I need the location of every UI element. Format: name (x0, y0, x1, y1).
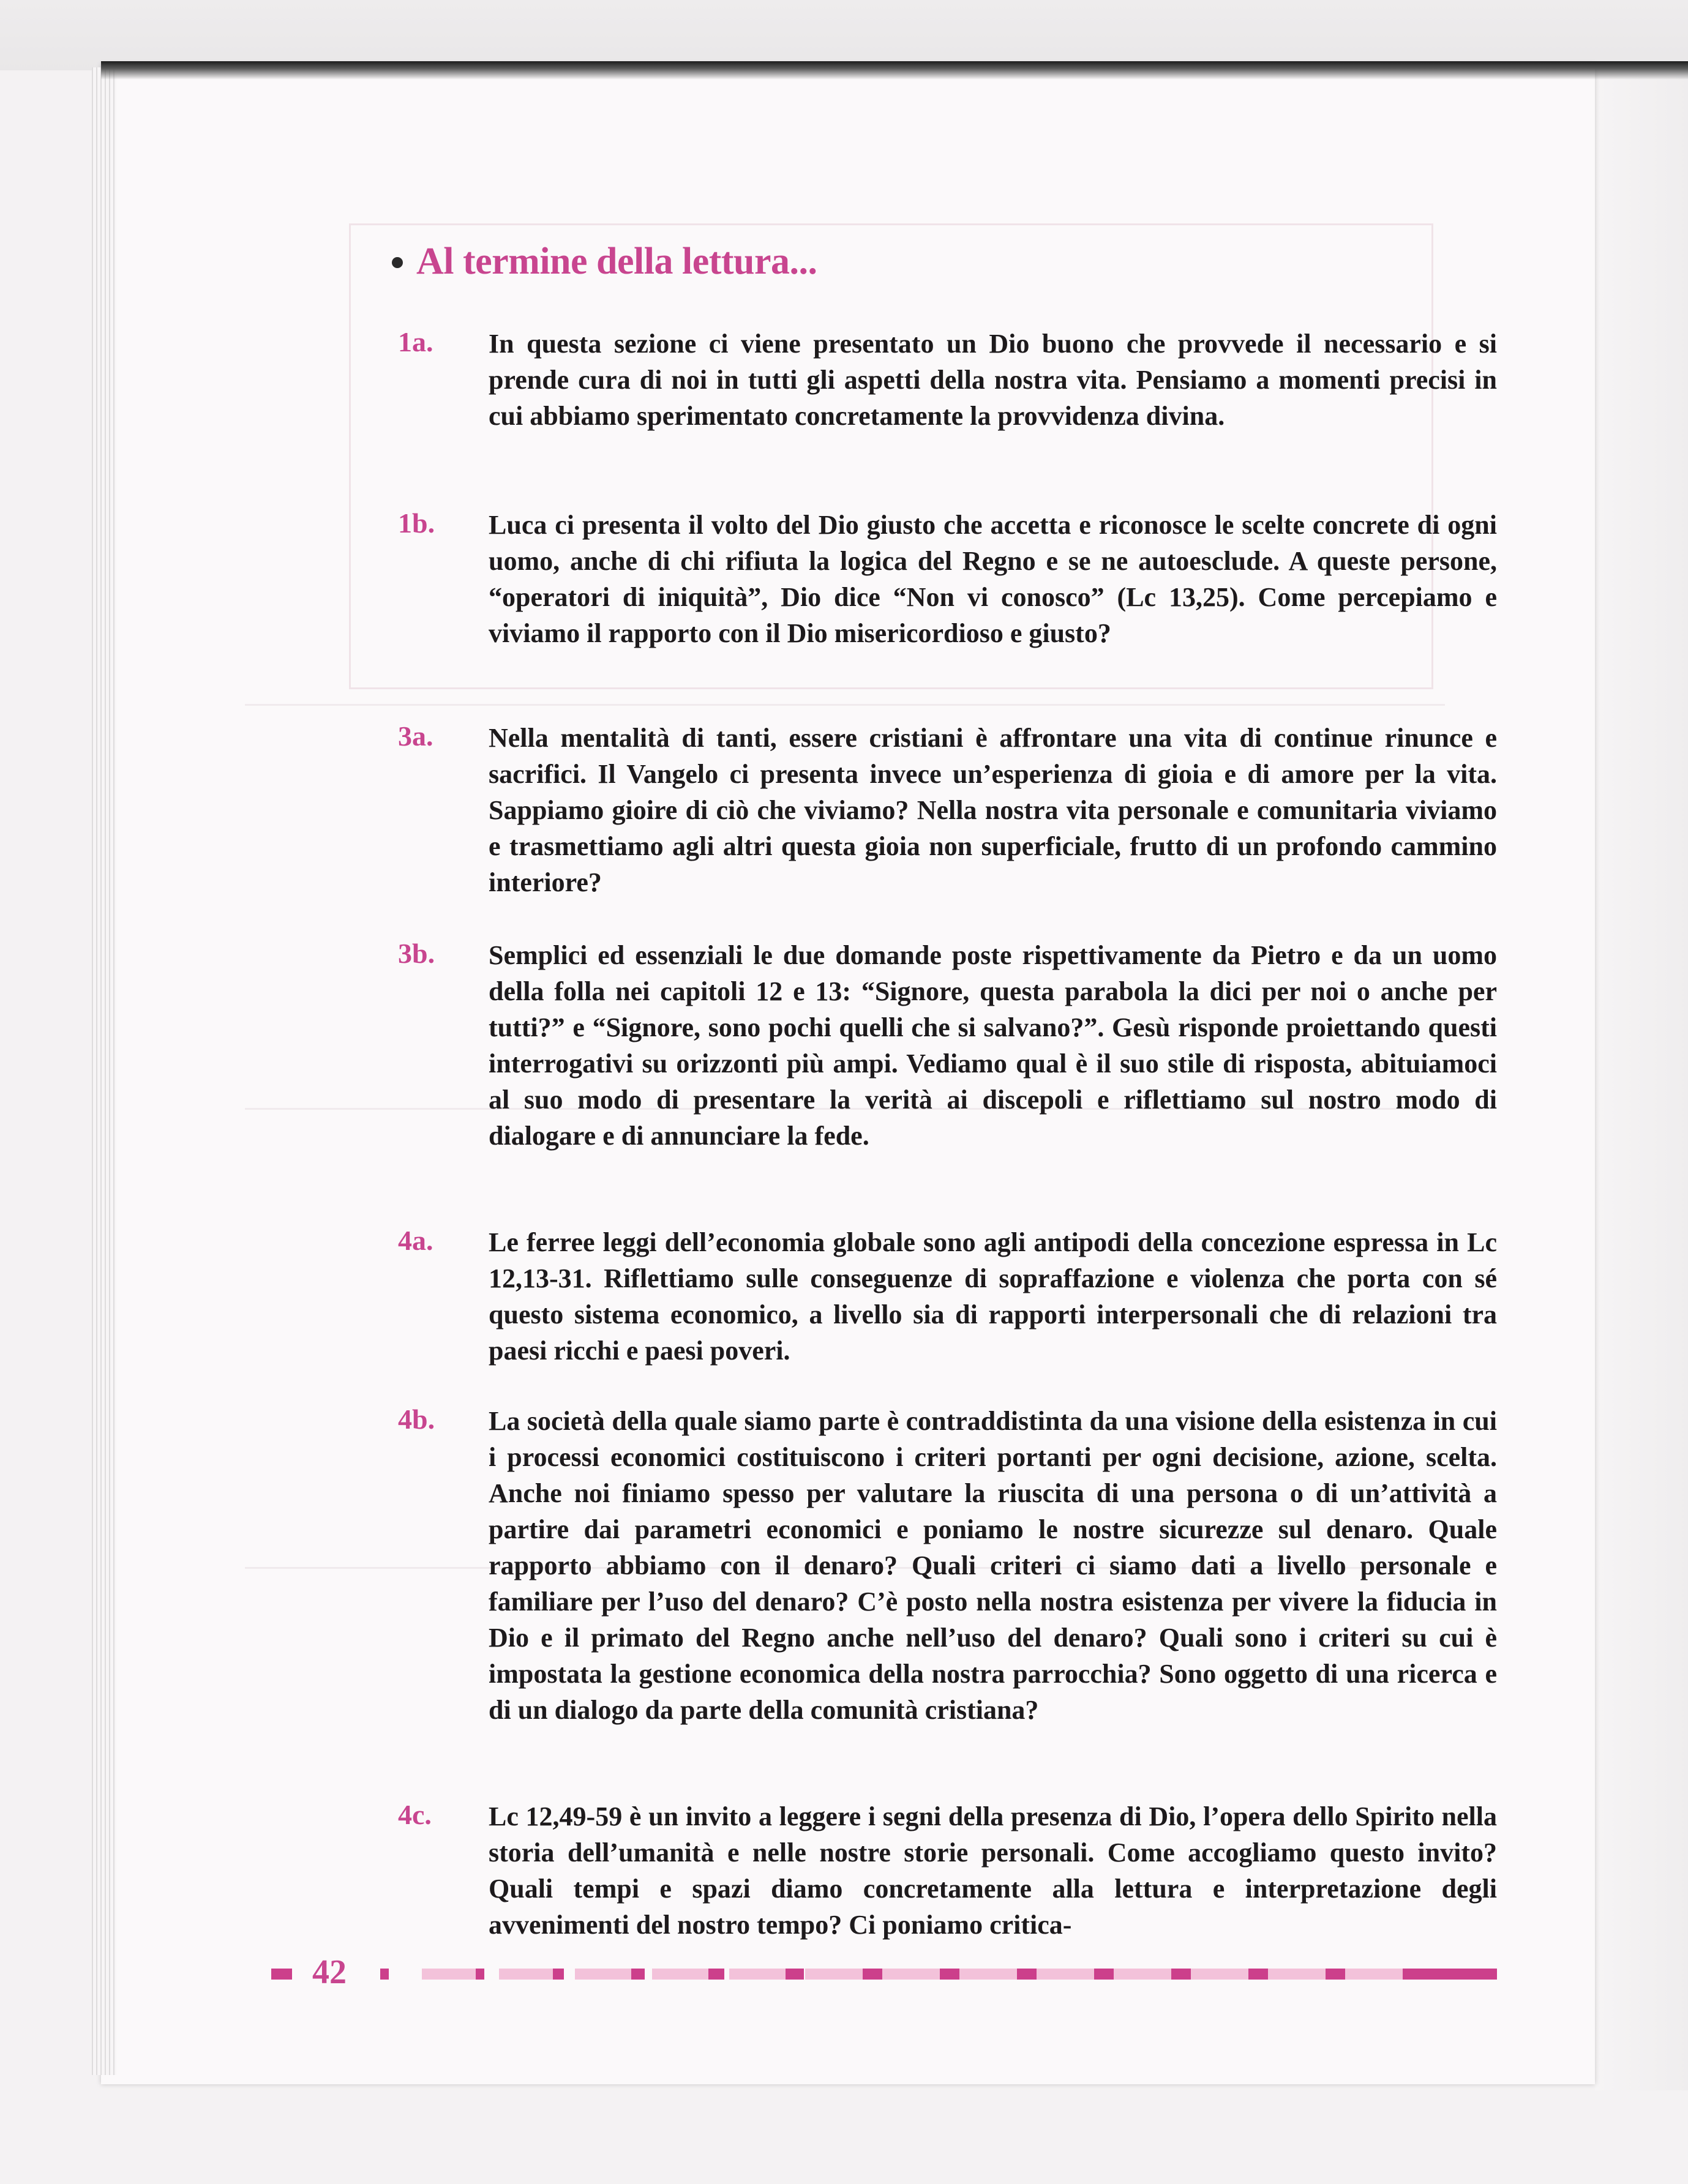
footer-segment (1345, 1969, 1403, 1980)
question-number: 1a. (398, 326, 433, 357)
footer-segment (708, 1969, 724, 1980)
question-number: 4b. (398, 1404, 435, 1435)
footer-segment (1037, 1969, 1094, 1980)
question-text: Semplici ed essenziali le due domande poste rispettivamente da Pietro e da un uomo della folla nei capitoli 12 e 13: “Signore, questa parabola la dici per noi o anche per tutti?” e “Signore, sono pochi quelli che si salvano?”. Gesù risponde proiettando questi interrogativi su orizzonti più ampi. Vediamo qual è il suo stile di risposta, abituiamoci al suo modo di presentare la verità ai discepoli e riflettiamo sul nostro modo di dialogare e di annunciare la fede. (489, 940, 1497, 1151)
footer-segment (805, 1969, 863, 1980)
question-number: 4a. (398, 1225, 433, 1256)
question-number: 3b. (398, 938, 435, 969)
page-stack-edges (92, 67, 116, 2075)
footer-segment (1114, 1969, 1171, 1980)
footer-segment (271, 1969, 292, 1980)
footer-segment (422, 1969, 476, 1980)
question-text: Luca ci presenta il volto del Dio giusto che accetta e riconosce le scelte concrete di ogni uomo, anche di chi rifiuta la logica del Regno e se ne autoesclude. A queste persone, “operatori di iniquità”, Dio dice “Non vi conosco” (Lc 13,25). Come percepiamo e viviamo il rapporto con il Dio misericordioso e giusto? (489, 510, 1497, 648)
footer-segment (786, 1969, 804, 1980)
page-top-shadow (101, 61, 1688, 80)
footer-segment (1268, 1969, 1326, 1980)
footer-segment (1403, 1969, 1497, 1980)
footer-segment (729, 1969, 786, 1980)
footer-segment (380, 1969, 389, 1980)
footer-segment (553, 1969, 564, 1980)
question-4a (398, 1224, 1497, 1369)
question-number: 3a. (398, 720, 433, 752)
question-text: Nella mentalità di tanti, essere cristiani è affrontare una vita di continue rinunce e sacrifici. Il Vangelo ci presenta invece un’esperienza di gioia e di amore per la vita. Sappiamo gioire di ciò che viviamo? Nella nostra vita personale e comunitaria viviamo e trasmettiamo agli altri questa gioia non superficiale, frutto di un profondo cammino interiore? (489, 723, 1497, 897)
footer-segment (631, 1969, 645, 1980)
question-number: 4c. (398, 1799, 432, 1830)
footer-segment (959, 1969, 1017, 1980)
question-1b (398, 507, 1497, 651)
footer-segment (499, 1969, 553, 1980)
footer-segment (575, 1969, 631, 1980)
question-text: Le ferree leggi dell’economia globale sono agli antipodi della concezione espressa in Lc 12,13-31. Riflettiamo sulle conseguenze di sopraffazione e violenza che porta con sé questo sistema economico, a livello sia di rapporti interpersonali che di relazioni tra paesi ricchi e paesi poveri. (489, 1227, 1497, 1366)
question-3a (398, 720, 1497, 900)
page-footer (271, 1953, 1497, 1991)
section-heading-text: Al termine della lettura... (416, 241, 817, 282)
footer-segment (1191, 1969, 1248, 1980)
footer-segment (476, 1969, 484, 1980)
question-4c (398, 1798, 1497, 1943)
question-text: Lc 12,49-59 è un invito a leggere i segni della presenza di Dio, l’opera dello Spirito nella storia dell’umanità e nelle nostre storie personali. Come accogliamo questo invito? Quali tempi e spazi diamo concretamente alla lettura e interpretazione degli avvenimenti del nostro tempo? Ci poniamo critica- (489, 1801, 1497, 1940)
bullet-icon (392, 257, 403, 268)
question-4b (398, 1403, 1497, 1728)
question-3b (398, 937, 1497, 1154)
page-number: 42 (312, 1953, 347, 1991)
section-heading (392, 240, 817, 283)
footer-segment (863, 1969, 883, 1980)
show-through-rule (245, 704, 1445, 706)
question-1a (398, 326, 1497, 434)
question-text: La società della quale siamo parte è contraddistinta da una visione della esistenza in cui i processi economici costituiscono i criteri portanti per ogni decisione, azione, scelta. Anche noi finiamo spesso per valutare la riuscita di una persona o di un’attività a partire dai parametri economici e poniamo le nostre sicurezze sul denaro. Quale rapporto abbiamo con il denaro? Quali criteri ci siamo dati a livello personale e familiare per l’uso del denaro? C’è posto nella nostra esistenza per vivere la fiducia in Dio e il primato del Regno anche nell’uso del denaro? Quali sono i criteri su cui è impostata la gestione economica della nostra parrocchia? Sono oggetto di una ricerca e di un dialogo da parte della comunità cristiana? (489, 1406, 1497, 1725)
question-text: In questa sezione ci viene presentato un Dio buono che provvede il necessario e si prende cura di noi in tutti gli aspetti della nostra vita. Pensiamo a momenti precisi in cui abbiamo sperimentato concretamente la provvidenza divina. (489, 329, 1497, 431)
scanner-background (0, 0, 1688, 70)
footer-segment (652, 1969, 708, 1980)
question-number: 1b. (398, 507, 435, 539)
footer-segment (882, 1969, 940, 1980)
facing-page-edge (1595, 77, 1688, 2090)
